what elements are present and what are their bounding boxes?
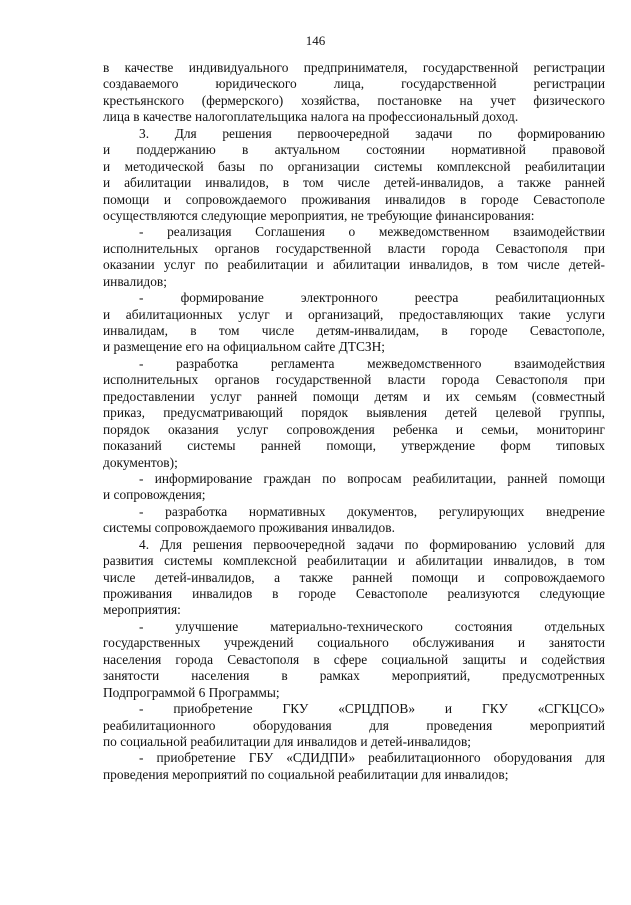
- text-line: документов);: [103, 454, 178, 470]
- text-line: - формирование электронного реестра реабилитационных: [139, 290, 605, 306]
- list-item-regulation: [103, 356, 605, 471]
- text-line: и методической базы по организации системы комплексной реабилитации: [103, 158, 605, 174]
- text-line: лица в качестве налогоплательщика налога на профессиональный доход.: [103, 109, 519, 125]
- list-item-registry: [103, 290, 605, 356]
- text-line: системы сопровождаемого проживания инвалидов.: [103, 520, 395, 536]
- text-line: инвалидам, в том числе детям-инвалидам, в городе Севастополе,: [103, 323, 605, 338]
- text-line: Подпрограммой 6 Программы;: [103, 684, 280, 700]
- text-line: 3. Для решения первоочередной задачи по формированию: [139, 125, 605, 141]
- list-item-equipment-gku: [103, 701, 605, 750]
- text-line: 4. Для решения первоочередной задачи по формированию условий для: [139, 536, 605, 552]
- text-line: и поддержанию в актуальном состоянии нормативной правовой: [103, 142, 605, 158]
- text-line: - приобретение ГКУ «СРЦДПОВ» и ГКУ «СГКЦСО»: [139, 701, 605, 717]
- list-item-normative-docs: [103, 504, 605, 537]
- text-line: исполнительных органов государственной власти города Севастополя при: [103, 240, 605, 256]
- text-line: и сопровождения;: [103, 487, 206, 503]
- paragraph-task-3: [103, 126, 605, 225]
- text-line: развития системы комплексной реабилитации и абилитации инвалидов, в том: [103, 553, 605, 569]
- text-line: осуществляются следующие мероприятия, не требующие финансирования:: [103, 207, 535, 223]
- text-line: числе детей-инвалидов, а также ранней помощи и сопровождаемого: [103, 569, 605, 585]
- text-line: оказании услуг по реабилитации и абилитации инвалидов, в том числе детей-: [103, 257, 605, 273]
- text-line: предоставлении услуг ранней помощи детям и их семьям (совместный: [103, 388, 605, 404]
- paragraph-task-4: [103, 537, 605, 619]
- text-line: - реализация Соглашения о межведомственном взаимодействии: [139, 224, 605, 240]
- text-line: и абилитационных услуг и организаций, предоставляющих такие услуги: [103, 306, 605, 322]
- list-item-material-base: [103, 619, 605, 701]
- text-line: проживания инвалидов в городе Севастополе реализуются следующие: [103, 586, 605, 601]
- document-body: [103, 60, 605, 783]
- text-line: исполнительных органов государственной власти города Севастополя при: [103, 372, 605, 388]
- text-line: крестьянского (фермерского) хозяйства, постановке на учет физического: [103, 92, 605, 108]
- list-item-informing: [103, 471, 605, 504]
- text-line: реабилитационного оборудования для проведения мероприятий: [103, 717, 605, 733]
- text-line: государственных учреждений социального обслуживания и занятости: [103, 635, 605, 651]
- text-line: порядок оказания услуг сопровождения ребенка и семьи, мониторинг: [103, 421, 605, 437]
- paragraph-registration-continuation: [103, 60, 605, 126]
- text-line: - информирование граждан по вопросам реабилитации, ранней помощи: [139, 470, 605, 486]
- page-number: 146: [305, 33, 326, 48]
- text-line: создаваемого юридического лица, государственной регистрации: [103, 76, 605, 92]
- text-line: - приобретение ГБУ «СДИДПИ» реабилитационного оборудования для: [139, 750, 605, 766]
- text-line: - улучшение материально-технического состояния отдельных: [139, 618, 605, 634]
- text-line: занятости населения в рамках мероприятий, предусмотренных: [103, 668, 605, 684]
- text-line: и абилитации инвалидов, в том числе детей-инвалидов, а также ранней: [103, 175, 605, 191]
- text-line: инвалидов;: [103, 273, 167, 289]
- text-line: помощи и сопровождаемого проживания инвалидов в городе Севастополе: [103, 191, 605, 207]
- list-item-agreement: [103, 224, 605, 290]
- text-line: проведения мероприятий по социальной реабилитации для инвалидов;: [103, 766, 509, 782]
- text-line: - разработка регламента межведомственного взаимодействия: [139, 355, 605, 371]
- text-line: населения города Севастополя в сфере социальной защиты и содействия: [103, 651, 605, 667]
- text-line: мероприятия:: [103, 602, 181, 618]
- text-line: приказ, предусматривающий порядок выявления детей целевой группы,: [103, 405, 605, 421]
- text-line: - разработка нормативных документов, регулирующих внедрение: [139, 503, 605, 519]
- text-line: по социальной реабилитации для инвалидов и детей-инвалидов;: [103, 733, 471, 749]
- list-item-equipment-gbu: [103, 750, 605, 783]
- text-line: в качестве индивидуального предпринимателя, государственной регистрации: [103, 60, 605, 75]
- text-line: показаний системы ранней помощи, утверждение форм типовых: [103, 438, 605, 454]
- text-line: и размещение его на официальном сайте ДТСЗН;: [103, 339, 386, 355]
